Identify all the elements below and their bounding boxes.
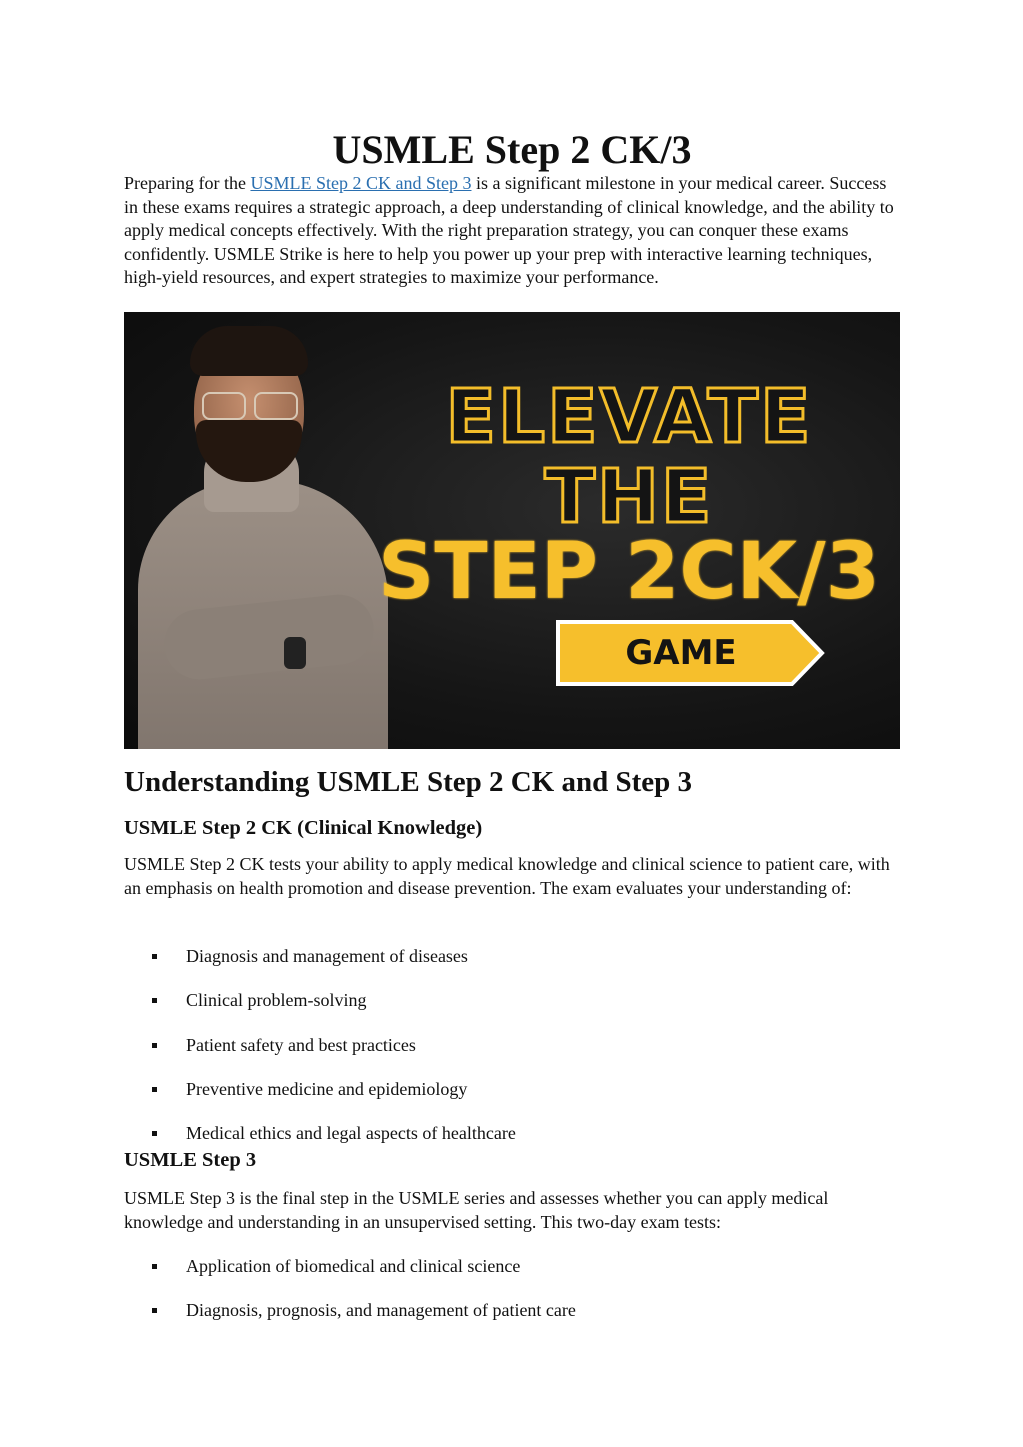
list-item (124, 1255, 900, 1278)
list-item (124, 1034, 900, 1057)
hero-headline-elevate: ELEVATE (445, 374, 813, 460)
list-item (124, 1122, 900, 1145)
intro-text-after: is a significant milestone in your medical career. Success in these exams requires a strategic approach, a deep understanding of clinical knowledge, and the ability to apply medical concepts effectively. With the right preparation strategy, you can conquer these exams confidently. USMLE Strike is here to help you power up your prep with interactive learning techniques, high-yield resources, and expert strategies to maximize your performance. (124, 173, 894, 288)
section-heading: Understanding USMLE Step 2 CK and Step 3 (124, 766, 693, 798)
game-arrow-tag (556, 618, 828, 688)
list-item-text: Patient safety and best practices (186, 1034, 416, 1055)
hero-banner-image (124, 312, 900, 749)
page-title: USMLE Step 2 CK/3 (332, 127, 692, 172)
bullet-square-icon (152, 1087, 157, 1092)
list-item-text: Medical ethics and legal aspects of healthcare (186, 1123, 516, 1144)
bullet-square-icon (152, 998, 157, 1003)
person-hair (190, 326, 308, 376)
bullet-square-icon (152, 1308, 157, 1313)
step3-list (124, 1255, 900, 1344)
hero-headline-the: THE (544, 454, 714, 540)
usmle-step-link[interactable]: USMLE Step 2 CK and Step 3 (250, 173, 472, 193)
watch-icon (284, 637, 306, 669)
bullet-square-icon (152, 1264, 157, 1269)
glasses-icon (202, 392, 298, 418)
list-item-text: Preventive medicine and epidemiology (186, 1078, 468, 1099)
list-item-text: Diagnosis, prognosis, and management of patient care (186, 1300, 576, 1321)
list-item-text: Diagnosis and management of diseases (186, 946, 468, 966)
list-item-text: Application of biomedical and clinical science (186, 1256, 521, 1276)
hero-headline-step: STEP 2CK/3 (378, 527, 880, 617)
intro-paragraph (124, 172, 900, 290)
step2-paragraph: USMLE Step 2 CK tests your ability to apply medical knowledge and clinical science to patient care, with an emphasis on health promotion and disease prevention. The exam evaluates your understanding of: (124, 854, 890, 898)
step3-paragraph: USMLE Step 3 is the final step in the USMLE series and assesses whether you can apply medical knowledge and understanding in an unsupervised setting. This two-day exam tests: (124, 1188, 829, 1232)
bullet-square-icon (152, 954, 157, 959)
list-item (124, 1299, 900, 1322)
game-tag-label: GAME (625, 633, 737, 673)
list-item (124, 989, 900, 1012)
step2-heading: USMLE Step 2 CK (Clinical Knowledge) (124, 817, 483, 839)
step3-heading: USMLE Step 3 (124, 1149, 257, 1171)
list-item-text: Clinical problem-solving (186, 990, 367, 1011)
list-item (124, 945, 900, 968)
bullet-square-icon (152, 1043, 157, 1048)
intro-text-before: Preparing for the (124, 173, 251, 193)
list-item (124, 1078, 900, 1101)
bullet-square-icon (152, 1131, 157, 1136)
step2-list (124, 945, 900, 1166)
